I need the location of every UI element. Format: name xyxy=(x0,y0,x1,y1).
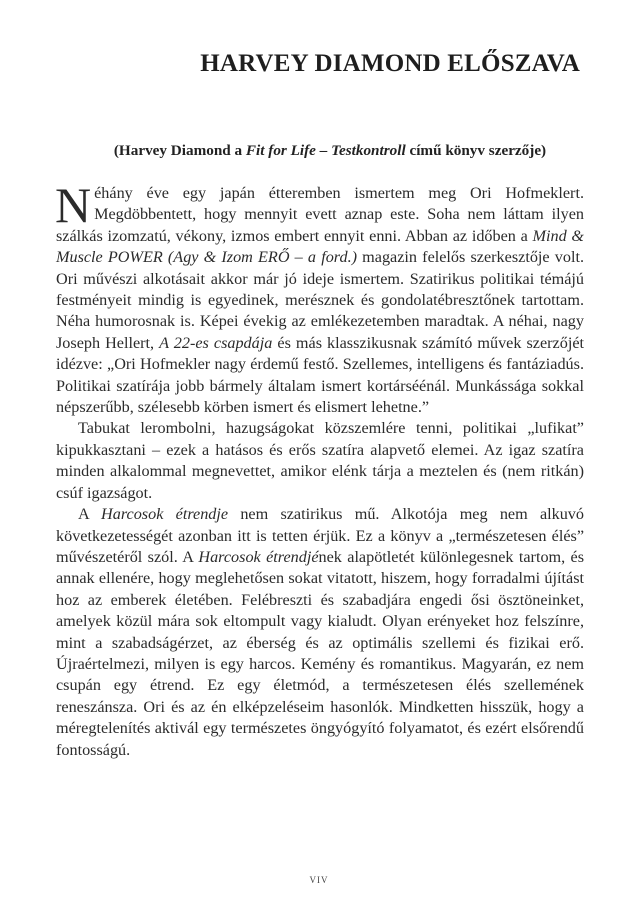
paragraph-3-text-c: nek alapötletét különlegesnek tartom, és annak ellenére, hogy meglehetősen sokat vitatott, hiszem, hogy forradalmi újítást hoz az emberek életében. Felébreszti és szabadjára engedi ősi ösztöneinket, amelyek közül mára sok eltompult vagy kialudt. Olyan erényeket hoz felszínre, mint a szabadságérzet, az éberség és az optimális szellemi és fizikai erő. Újraértelmezi, milyen is egy harcos. Kemény és romantikus. Magyarán, ez nem csupán egy étrend. Ez egy életmód, a természetesen élés szellemének reneszánsza. Ori és az én elképzeléseim hasonlók. Mindketten hisszük, hogy a méregtelenítés aktivál egy természetes öngyógyító folyamatot, és ezért elsőrendű fontosságú. xyxy=(56,547,585,759)
drop-cap: N xyxy=(55,177,92,233)
subtitle-prefix: (Harvey Diamond a xyxy=(113,142,246,159)
page-number: VIV xyxy=(309,875,329,885)
body-text xyxy=(55,177,585,761)
paragraph-3-text-b: nem szatirikus mű. Alkotója meg nem alkuvó következetességét azonban itt is tetten érjük. Ez a könyv a „természetesen élés” művészetéről szól. A xyxy=(56,505,584,566)
paragraph-1-text-b: magazin felelős szerkesztője volt. Ori művészi alkotásait akkor már jó ideje ismertem. Szatirikus politikai témájú festményeit mindig is egyedinek, merésznek és gondolatébresztőnek tartottam. Néha humorosnak is. Képei évekig az emlékezetemben maradtak. A néhai, nagy Joseph Hellert, xyxy=(56,248,584,352)
page-subtitle xyxy=(70,142,590,160)
book-title-warrior-diet-inflected: Harcosok étrendjé xyxy=(198,547,319,566)
paragraph-3 xyxy=(56,504,584,761)
book-title-warrior-diet: Harcosok étrendje xyxy=(101,505,229,524)
subtitle-suffix: című könyv szerzője) xyxy=(405,142,547,159)
book-title-catch-22: A 22-es csapdája xyxy=(159,333,273,352)
paragraph-2 xyxy=(56,418,584,504)
page-title: HARVEY DIAMOND ELŐSZAVA xyxy=(200,50,580,77)
paragraph-1-text-a: éhány éve egy japán étteremben ismertem meg Ori Hofmeklert. Megdöbbentett, hogy mennyit evett aznap este. Soha nem láttam ilyen szálkás izomzatú, vékony, izmos embert ennyit enni. Abban az időben a xyxy=(56,184,584,245)
paragraph-1 xyxy=(55,177,584,418)
paragraph-2-text: Tabukat lerombolni, hazugságokat közszemlére tenni, politikai „lufikat” kipukkasztani – ezek a hatásos és erős szatíra alapvető elemei. Az igaz szatíra minden alkalommal megnevettet, amikor elénk tárja a meztelen és (nem ritkán) csúf igazságot. xyxy=(56,419,584,502)
subtitle-book-title: Fit for Life – Testkontroll xyxy=(245,142,406,159)
magazine-title: Mind & Muscle POWER (Agy & Izom ERŐ – a ford.) xyxy=(56,226,584,267)
paragraph-3-text-a: A xyxy=(78,505,102,524)
paragraph-1-text-c: és más klasszikusnak számító művek szerzőjét idézve: „Ori Hofmekler nagy érdemű festő. Szellemes, intelligens és fantáziadús. Politikai szatírája jobb bármely általam ismert kortárséénál. Munkássága sokkal népszerűbb, szélesebb körben ismert és elismert lehetne.” xyxy=(56,333,584,417)
